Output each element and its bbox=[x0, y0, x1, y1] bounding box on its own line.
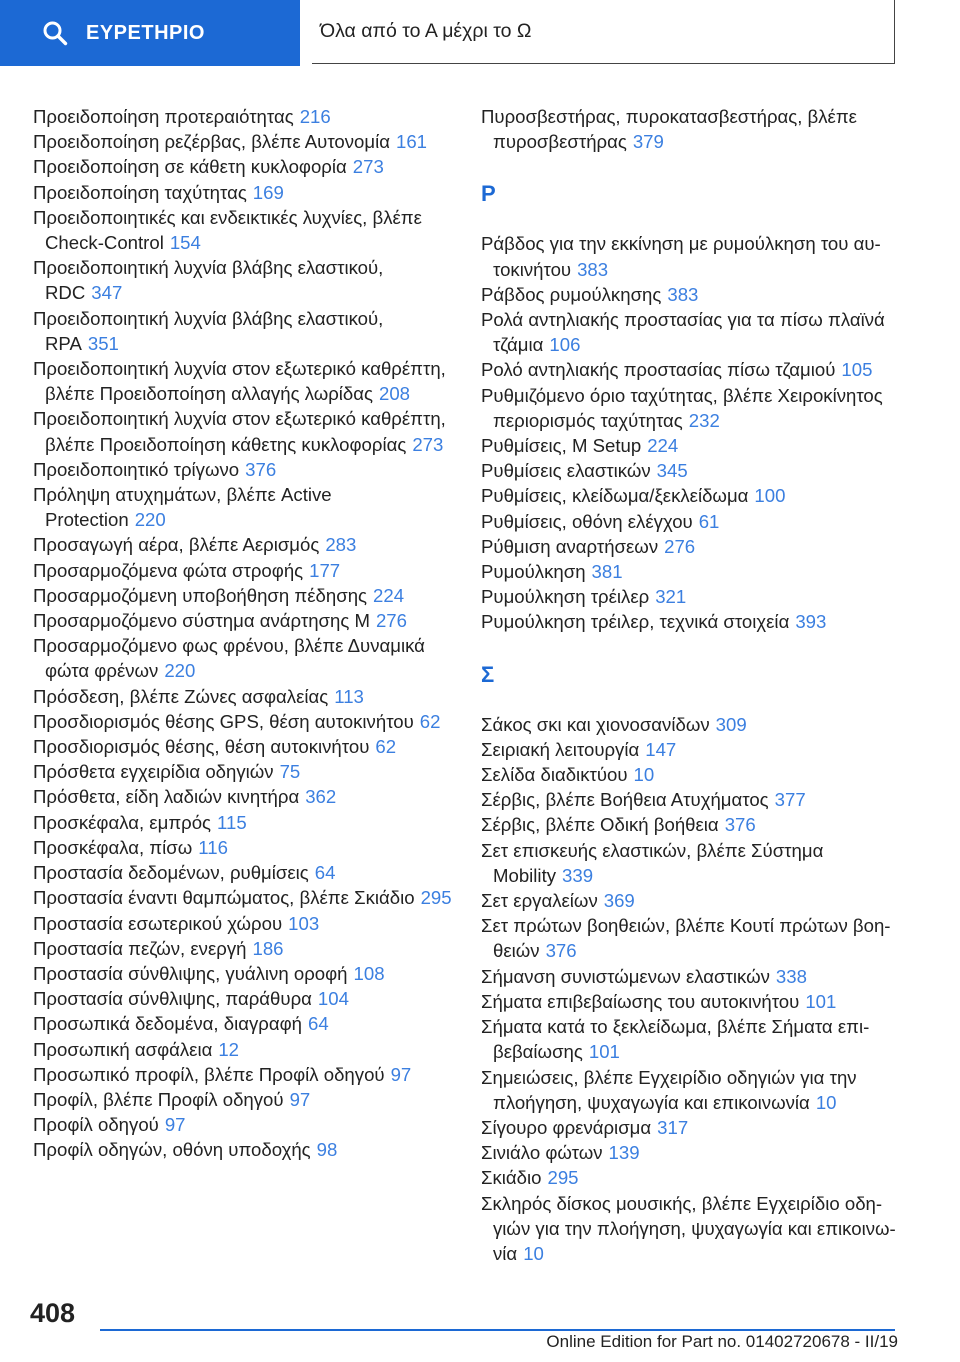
page-link[interactable]: 393 bbox=[795, 611, 827, 633]
index-entry bbox=[481, 559, 901, 584]
index-entry bbox=[33, 911, 453, 936]
entry-text: Προσδιορισμός θέσης, θέση αυτοκινήτου bbox=[33, 736, 370, 758]
page-link[interactable]: 276 bbox=[375, 610, 407, 632]
page-link[interactable]: 97 bbox=[390, 1063, 412, 1085]
page-link[interactable]: 101 bbox=[588, 1041, 620, 1063]
page-link[interactable]: 276 bbox=[664, 535, 696, 557]
page-link[interactable]: 381 bbox=[591, 561, 623, 583]
entry-text: Σάκος σκι και χιονοσανίδων bbox=[481, 713, 710, 735]
page-link[interactable]: 161 bbox=[396, 131, 428, 153]
index-entry bbox=[481, 737, 901, 762]
page-link[interactable]: 376 bbox=[724, 814, 756, 836]
page-link[interactable]: 309 bbox=[715, 713, 747, 735]
page-link[interactable]: 338 bbox=[775, 965, 807, 987]
entry-text: Προειδοποιητικό τρίγωνο bbox=[33, 458, 240, 480]
page-link[interactable]: 12 bbox=[218, 1038, 240, 1060]
page-link[interactable]: 220 bbox=[164, 660, 196, 682]
entry-text: Προστασία έναντι θαμπώματος, βλέπε Σκιάδιο bbox=[33, 887, 415, 909]
entry-text: Ρυθμίσεις, M Setup bbox=[481, 435, 642, 457]
index-entry bbox=[481, 307, 901, 357]
entry-text: Προσδιορισμός θέσης GPS, θέση αυτοκινήτου bbox=[33, 710, 414, 732]
entry-text: Προειδοποίηση σε κάθετη κυκλοφορία bbox=[33, 156, 347, 178]
page-link[interactable]: 139 bbox=[608, 1142, 640, 1164]
entry-text: Σέρβις, βλέπε Οδική βοήθεια bbox=[481, 814, 719, 836]
entry-text: Ρυμούλκηση τρέιλερ bbox=[481, 586, 650, 608]
index-entry bbox=[33, 835, 453, 860]
index-tab[interactable] bbox=[0, 0, 300, 66]
entry-text: Ρολά αντηλιακής προστασίας για τα πίσω πλαϊνά τζάμια bbox=[481, 309, 885, 356]
page-link[interactable]: 10 bbox=[523, 1242, 544, 1264]
page-link[interactable]: 113 bbox=[334, 685, 364, 707]
index-column-left bbox=[33, 104, 453, 1163]
page-link[interactable]: 339 bbox=[562, 864, 594, 886]
page-link[interactable]: 98 bbox=[316, 1139, 338, 1161]
page-link[interactable]: 10 bbox=[815, 1091, 837, 1113]
header bbox=[0, 0, 960, 84]
index-entry bbox=[481, 584, 901, 609]
index-entry bbox=[481, 1014, 901, 1064]
index-entry bbox=[481, 383, 901, 433]
page-link[interactable]: 154 bbox=[169, 232, 201, 254]
page-number: 408 bbox=[30, 1298, 76, 1328]
page-link[interactable]: 273 bbox=[412, 433, 444, 455]
index-entry bbox=[481, 534, 901, 559]
page-link[interactable]: 295 bbox=[547, 1167, 579, 1189]
index-entry bbox=[481, 787, 901, 812]
entry-text: Προστασία δεδομένων, ρυθμίσεις bbox=[33, 862, 309, 884]
page-link[interactable]: 379 bbox=[632, 131, 664, 153]
page-link[interactable]: 97 bbox=[164, 1114, 186, 1136]
entry-text: Προφίλ οδηγού bbox=[33, 1114, 159, 1136]
page-link[interactable]: 295 bbox=[420, 887, 452, 909]
index-entry bbox=[481, 888, 901, 913]
section-letter-sigma: Σ bbox=[481, 661, 495, 687]
entry-text: Ρυθμίσεις, οθόνη ελέγχου bbox=[481, 510, 693, 532]
page-link[interactable]: 106 bbox=[549, 334, 581, 356]
entry-text: Σήματα κατά το ξεκλείδωμα, βλέπε Σήματα επιβεβαίωσης bbox=[481, 1016, 870, 1063]
entry-text: Πρόσθετα, είδη λαδιών κινητήρα bbox=[33, 786, 300, 808]
entry-text: Ρύθμιση αναρτήσεων bbox=[481, 535, 659, 557]
entry-text: Προστασία σύνθλιψης, παράθυρα bbox=[33, 988, 312, 1010]
entry-text: Σκληρός δίσκος μουσικής, βλέπε Εγχειρίδιο οδηγιών για την πλοήγηση, ψυχαγωγία και επικοινωνία bbox=[481, 1192, 896, 1264]
entry-text: Σετ επισκευής ελαστικών, βλέπε Σύστημα Mobility bbox=[481, 839, 824, 886]
page-link[interactable]: 147 bbox=[645, 738, 677, 760]
index-entry bbox=[33, 583, 453, 608]
index-entry bbox=[481, 1065, 901, 1115]
entry-text: Ράβδος για την εκκίνηση με ρυμούλκηση του αυτοκινήτου bbox=[481, 233, 881, 280]
footer-divider bbox=[100, 1329, 895, 1331]
page-link[interactable]: 115 bbox=[217, 811, 247, 833]
page-link[interactable]: 383 bbox=[577, 258, 609, 280]
entry-text: Προειδοποιητική λυχνία στον εξωτερικό καθρέπτη, βλέπε Προειδοποίηση κάθετης κυκλοφορίας bbox=[33, 408, 446, 455]
page-link[interactable]: 64 bbox=[314, 862, 336, 884]
page-link[interactable]: 101 bbox=[805, 990, 837, 1012]
page-link[interactable]: 362 bbox=[305, 786, 337, 808]
entry-text: Προφίλ, βλέπε Προφίλ οδηγού bbox=[33, 1088, 284, 1110]
index-entry bbox=[481, 762, 901, 787]
page-link[interactable]: 345 bbox=[656, 460, 688, 482]
entry-text: Ρυμούλκηση bbox=[481, 561, 586, 583]
index-entry bbox=[33, 180, 453, 205]
entry-text: Σημειώσεις, βλέπε Εγχειρίδιο οδηγιών για την πλοήγηση, ψυχαγωγία και επικοινωνία bbox=[481, 1066, 857, 1113]
index-column-right bbox=[481, 104, 901, 1266]
page-link[interactable]: 283 bbox=[325, 534, 357, 556]
page-link[interactable]: 376 bbox=[245, 458, 277, 480]
index-entry bbox=[33, 734, 453, 759]
search-icon bbox=[42, 20, 68, 46]
index-entry bbox=[33, 709, 453, 734]
page-link[interactable]: 75 bbox=[279, 761, 301, 783]
index-entry bbox=[481, 231, 901, 281]
index-list-left bbox=[33, 104, 453, 1163]
page-link[interactable]: 224 bbox=[373, 584, 405, 606]
entry-text: Πυροσβεστήρας, πυροκατασβεστήρας, βλέπε πυροσβεστήρας bbox=[481, 106, 857, 153]
entry-text: Προστασία εσωτερικού χώρου bbox=[33, 912, 283, 934]
index-entry bbox=[33, 532, 453, 557]
entry-text: Προστασία πεζών, ενεργή bbox=[33, 937, 247, 959]
entry-text: Προσαρμοζόμενο φως φρένου, βλέπε Δυναμικά φώτα φρένων bbox=[33, 635, 425, 682]
index-entry bbox=[481, 812, 901, 837]
index-entry bbox=[33, 961, 453, 986]
index-entry bbox=[33, 986, 453, 1011]
index-entry bbox=[33, 406, 453, 456]
index-entry bbox=[33, 885, 453, 910]
subtab-label: Όλα από το Α μέχρι το Ω bbox=[320, 20, 532, 42]
subtab-a-to-z[interactable] bbox=[312, 0, 895, 64]
entry-text: Προσκέφαλα, πίσω bbox=[33, 836, 193, 858]
entry-text: Προειδοποιητική λυχνία στον εξωτερικό καθρέπτη, βλέπε Προειδοποίηση αλλαγής λωρίδας bbox=[33, 358, 446, 405]
entry-text: Προσωπικά δεδομένα, διαγραφή bbox=[33, 1013, 302, 1035]
index-list-right-top bbox=[481, 104, 901, 154]
entry-text: Προσαρμοζόμενα φώτα στροφής bbox=[33, 559, 304, 581]
index-entry bbox=[33, 1112, 453, 1137]
index-entry bbox=[481, 1165, 901, 1190]
section-letter-rho: Ρ bbox=[481, 181, 496, 207]
entry-text: Προειδοποιητική λυχνία βλάβης ελαστικού, RPA bbox=[33, 307, 384, 354]
index-entry bbox=[33, 457, 453, 482]
entry-text: Πρόσδεση, βλέπε Ζώνες ασφαλείας bbox=[33, 685, 329, 707]
page-link[interactable]: 177 bbox=[309, 559, 341, 581]
index-entry bbox=[33, 356, 453, 406]
index-entry bbox=[481, 913, 901, 963]
index-entry bbox=[33, 1037, 453, 1062]
page-link[interactable]: 317 bbox=[657, 1116, 689, 1138]
page-link[interactable]: 116 bbox=[198, 836, 228, 858]
entry-text: Προσωπικό προφίλ, βλέπε Προφίλ οδηγού bbox=[33, 1063, 385, 1085]
entry-text: Ράβδος ρυμούλκησης bbox=[481, 283, 662, 305]
page-link[interactable]: 351 bbox=[87, 332, 119, 354]
index-entry bbox=[33, 255, 453, 305]
index-entry bbox=[33, 1137, 453, 1162]
page-link[interactable]: 100 bbox=[754, 485, 786, 507]
index-entry bbox=[33, 129, 453, 154]
index-entry bbox=[33, 759, 453, 784]
index-entry bbox=[33, 306, 453, 356]
index-list-sigma bbox=[481, 712, 901, 1266]
page-link[interactable]: 369 bbox=[603, 890, 635, 912]
page-link[interactable]: 62 bbox=[375, 736, 397, 758]
entry-text: Προσαρμοζόμενη υποβοήθηση πέδησης bbox=[33, 584, 368, 606]
page-link[interactable]: 108 bbox=[353, 962, 385, 984]
page-link[interactable]: 321 bbox=[655, 586, 687, 608]
entry-text: Προσαγωγή αέρα, βλέπε Αερισμός bbox=[33, 534, 320, 556]
index-entry bbox=[33, 154, 453, 179]
index-entry bbox=[33, 1087, 453, 1112]
entry-text: Σετ πρώτων βοηθειών, βλέπε Κουτί πρώτων βοηθειών bbox=[481, 915, 891, 962]
page-link[interactable]: 186 bbox=[252, 937, 284, 959]
entry-text: Πρόσθετα εγχειρίδια οδηγιών bbox=[33, 761, 274, 783]
entry-text: Προειδοποίηση ρεζέρβας, βλέπε Αυτονομία bbox=[33, 131, 390, 153]
entry-text: Προφίλ οδηγών, οθόνη υποδοχής bbox=[33, 1139, 311, 1161]
entry-text: Ρυθμίσεις, κλείδωμα/ξεκλείδωμα bbox=[481, 485, 749, 507]
page-link[interactable]: 169 bbox=[252, 181, 284, 203]
page-link[interactable]: 208 bbox=[379, 383, 411, 405]
index-entry bbox=[481, 104, 901, 154]
entry-text: Σίγουρο φρενάρισμα bbox=[481, 1116, 652, 1138]
entry-text: Ρυθμίσεις ελαστικών bbox=[481, 460, 651, 482]
index-entry bbox=[33, 104, 453, 129]
entry-text: Σινιάλο φώτων bbox=[481, 1142, 603, 1164]
entry-text: Προστασία σύνθλιψης, γυάλινη οροφή bbox=[33, 962, 348, 984]
page-link[interactable]: 62 bbox=[419, 710, 441, 732]
entry-text: Σελίδα διαδικτύου bbox=[481, 764, 628, 786]
page-link[interactable]: 220 bbox=[134, 509, 166, 531]
index-tab-label: ΕΥΡΕΤΗΡΙΟ bbox=[86, 21, 205, 44]
index-entry bbox=[33, 860, 453, 885]
index-entry bbox=[481, 964, 901, 989]
entry-text: Προσκέφαλα, εμπρός bbox=[33, 811, 212, 833]
entry-text: Ρυθμιζόμενο όριο ταχύτητας, βλέπε Χειροκίνητος περιορισμός ταχύτητας bbox=[481, 384, 883, 431]
index-entry bbox=[481, 989, 901, 1014]
index-entry bbox=[481, 1191, 901, 1267]
entry-text: Σκιάδιο bbox=[481, 1167, 542, 1189]
entry-text: Ρολό αντηλιακής προστασίας πίσω τζαμιού bbox=[481, 359, 836, 381]
index-entry bbox=[481, 458, 901, 483]
entry-text: Προειδοποίηση προτεραιότητας bbox=[33, 106, 294, 127]
page-link[interactable]: 64 bbox=[307, 1013, 329, 1035]
entry-text: Σήματα επιβεβαίωσης του αυτοκινήτου bbox=[481, 990, 800, 1012]
edition-note: Online Edition for Part no. 01402720678 - II/19 bbox=[546, 1332, 898, 1351]
page-link[interactable]: 273 bbox=[352, 156, 384, 178]
entry-text: Πρόληψη ατυχημάτων, βλέπε Active Protection bbox=[33, 484, 332, 531]
entry-text: Προειδοποίηση ταχύτητας bbox=[33, 181, 247, 203]
entry-text: Ρυμούλκηση τρέιλερ, τεχνικά στοιχεία bbox=[481, 611, 790, 633]
index-entry bbox=[481, 282, 901, 307]
entry-text: Σειριακή λειτουργία bbox=[481, 738, 640, 760]
index-entry bbox=[33, 1011, 453, 1036]
index-entry bbox=[33, 936, 453, 961]
page-link[interactable]: 10 bbox=[633, 764, 655, 786]
index-entry bbox=[481, 1115, 901, 1140]
index-entry bbox=[481, 1140, 901, 1165]
page-link[interactable]: 216 bbox=[299, 106, 331, 127]
page-link[interactable]: 103 bbox=[288, 912, 320, 934]
index-entry bbox=[481, 357, 901, 382]
page-link[interactable]: 232 bbox=[688, 409, 720, 431]
index-entry bbox=[481, 433, 901, 458]
index-entry bbox=[481, 712, 901, 737]
index-entry bbox=[481, 483, 901, 508]
index-entry bbox=[481, 838, 901, 888]
index-entry bbox=[33, 633, 453, 683]
entry-text: Προσαρμοζόμενο σύστημα ανάρτησης M bbox=[33, 610, 370, 632]
page-link[interactable]: 347 bbox=[91, 282, 123, 304]
index-entry bbox=[33, 482, 453, 532]
index-entry bbox=[33, 205, 453, 255]
page-link[interactable]: 61 bbox=[698, 510, 720, 532]
page-link[interactable]: 377 bbox=[774, 789, 806, 811]
index-entry bbox=[33, 784, 453, 809]
index-entry bbox=[33, 810, 453, 835]
index-entry bbox=[33, 684, 453, 709]
entry-text: Προσωπική ασφάλεια bbox=[33, 1038, 213, 1060]
index-entry bbox=[33, 558, 453, 583]
index-entry bbox=[33, 608, 453, 633]
entry-text: Σετ εργαλείων bbox=[481, 890, 598, 912]
page-link[interactable]: 383 bbox=[667, 283, 699, 305]
page-link[interactable]: 104 bbox=[317, 988, 349, 1010]
index-entry bbox=[481, 509, 901, 534]
page-link[interactable]: 376 bbox=[545, 940, 577, 962]
page-link[interactable]: 105 bbox=[841, 359, 873, 381]
page-link[interactable]: 97 bbox=[289, 1088, 311, 1110]
page-link[interactable]: 224 bbox=[647, 435, 679, 457]
index-entry bbox=[33, 1062, 453, 1087]
index-entry bbox=[481, 609, 901, 634]
entry-text: Προειδοποιητική λυχνία βλάβης ελαστικού, RDC bbox=[33, 257, 384, 304]
entry-text: Σήμανση συνιστώμενων ελαστικών bbox=[481, 965, 770, 987]
entry-text: Σέρβις, βλέπε Βοήθεια Ατυχήματος bbox=[481, 789, 769, 811]
entry-text: Προειδοποιητικές και ενδεικτικές λυχνίες, βλέπε Check-Control bbox=[33, 206, 422, 254]
index-list-rho bbox=[481, 231, 901, 634]
